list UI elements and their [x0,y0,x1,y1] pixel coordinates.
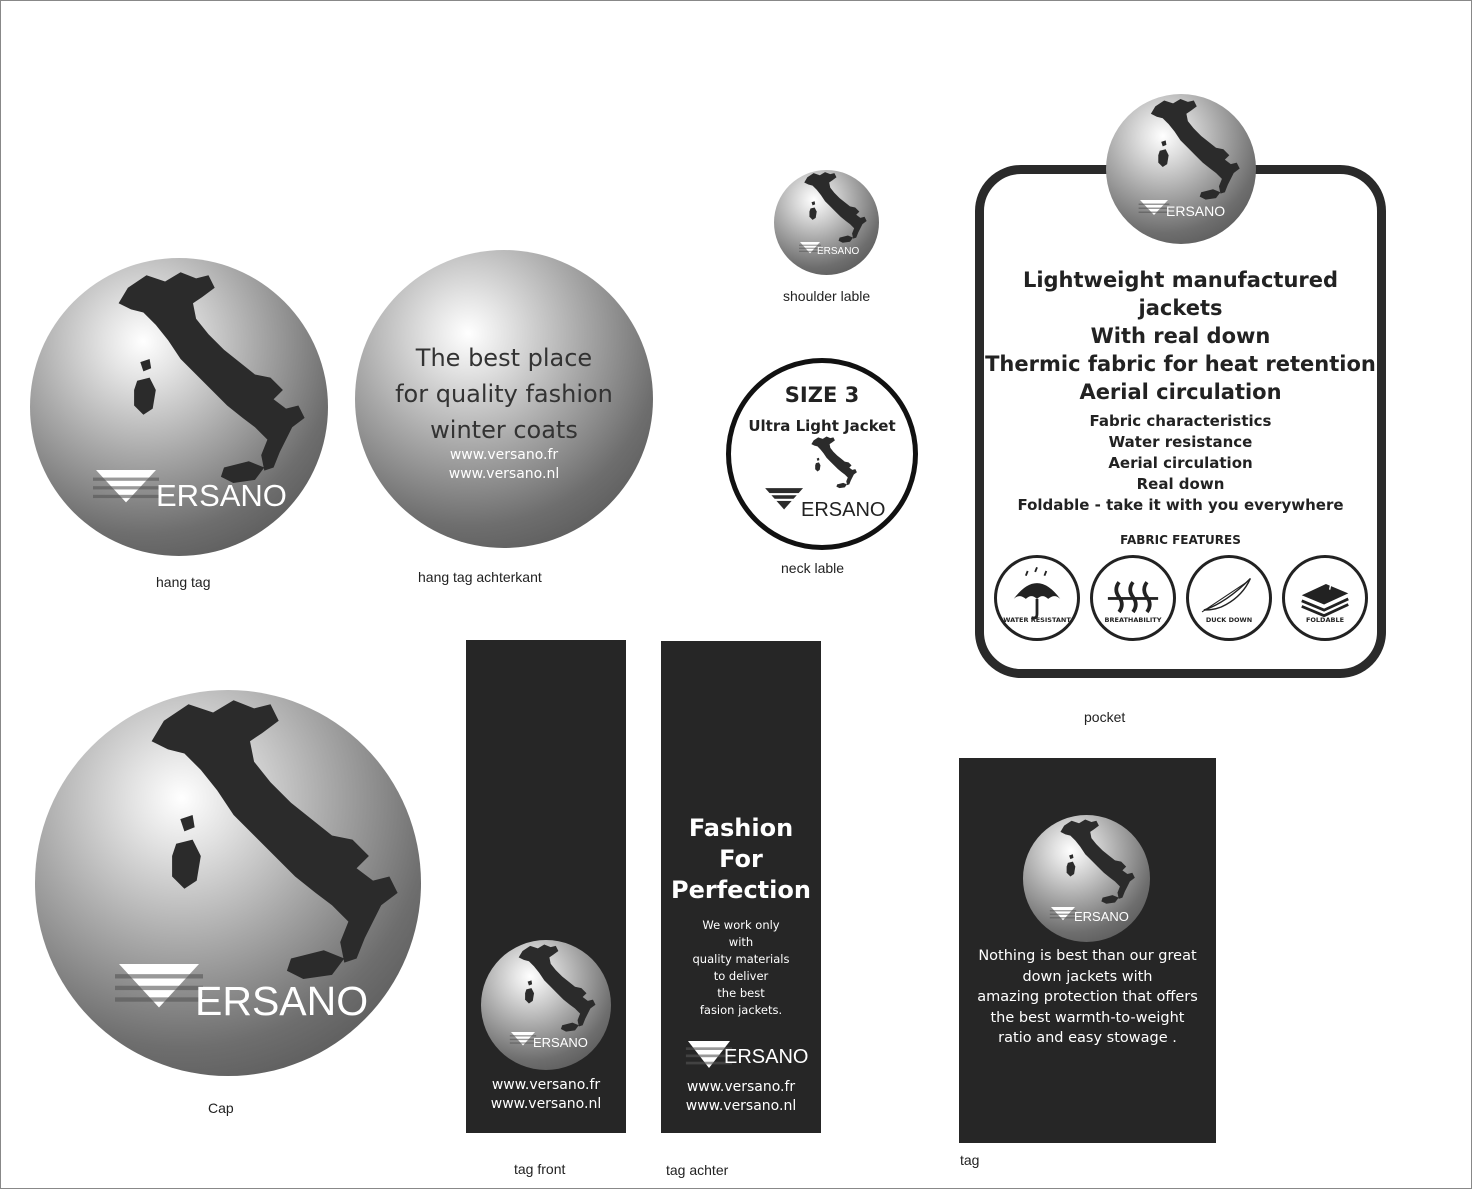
characteristic-2: Aerial circulation [1108,454,1253,472]
tag-text-4: the best warmth-to-weight [990,1009,1185,1026]
tag-front-panel [466,640,626,1133]
tag-back-panel [661,641,821,1133]
url-fr: www.versano.fr [686,1079,796,1095]
tag-text-5: ratio and easy stowage . [998,1030,1177,1046]
brand-wordmark: ERSANO [724,1046,809,1068]
tag-body-4: to deliver [713,969,769,983]
feature-badge-breathability [1090,555,1176,641]
feature-label: BREATHABILITY [1104,616,1162,624]
caption-tag: tag [960,1152,980,1168]
url-fr: www.versano.fr [491,1077,601,1093]
italy-map-icon [774,170,879,275]
caption-cap: Cap [208,1100,234,1116]
brand-wordmark: ERSANO [533,1035,588,1050]
tag-title-2: For [719,845,763,873]
feature-badge-duck-down [1186,555,1272,641]
tag-text-2: down jackets with [1022,968,1153,985]
characteristics-title: Fabric characteristics [1089,412,1272,430]
breathability-icon [1093,558,1173,638]
pocket-headline-2: With real down [1090,324,1271,348]
italy-map-icon [481,940,611,1070]
pocket-logo-sphere [1106,94,1256,244]
tag-title-3: Perfection [671,876,811,904]
caption-tag-back: tag achter [666,1162,729,1178]
brand-wordmark: ERSANO [1166,203,1226,219]
feature-badge-foldable [1282,555,1368,641]
tag-body-3: quality materials [692,952,790,966]
tag-text-1: Nothing is best than our great [978,948,1197,964]
brand-wordmark: ERSANO [801,499,886,521]
url-nl: www.versano.nl [685,1098,797,1114]
caption-neck: neck lable [781,560,845,576]
tag-panel [959,758,1216,1143]
shoulder-label-sphere [774,170,879,275]
pocket-headline-1: Lightweight manufactured jackets [1022,268,1339,320]
hang-tag-sphere [30,258,328,556]
tag-body-5: the best [717,986,765,1000]
brand-wordmark: ERSANO [817,246,860,257]
feature-label: DUCK DOWN [1205,616,1253,624]
tag-title-1: Fashion [688,814,794,842]
hang-tag-back-sphere [355,250,653,548]
tag-text-3: amazing protection that offers [977,989,1198,1005]
tag-front-sphere [481,940,611,1070]
tag-body-2: with [728,935,754,949]
tag-body-6: fasion jackets. [699,1003,783,1017]
characteristic-4: Foldable - take it with you everywhere [1017,496,1344,514]
pocket-headline-3: Thermic fabric for heat retention [985,352,1376,376]
neck-label [726,358,918,550]
url-nl: www.versano.nl [448,466,560,482]
neck-subtitle: Ultra Light Jacket [748,417,896,435]
features-title: FABRIC FEATURES [1120,533,1241,547]
folded-layers-icon [1285,558,1365,638]
url-fr: www.versano.fr [449,447,559,463]
caption-pocket: pocket [1084,709,1126,725]
feature-label: WATER RESISTANT [1003,616,1071,624]
pocket-headline-4: Aerial circulation [1079,380,1282,404]
brand-wordmark: ERSANO [156,478,287,513]
url-nl: www.versano.nl [490,1096,602,1112]
brand-wordmark: ERSANO [1074,909,1129,924]
slogan-line-2: for quality fashion [395,380,613,408]
caption-shoulder: shoulder lable [783,288,871,304]
caption-hang-tag: hang tag [156,574,211,590]
caption-tag-front: tag front [514,1161,566,1177]
italy-map-icon [1106,94,1256,244]
characteristic-1: Water resistance [1108,433,1253,451]
feature-badge-water-resistant [994,555,1080,641]
slogan-line-3: winter coats [430,416,578,444]
feature-label: FOLDABLE [1305,616,1345,624]
brand-wordmark: ERSANO [195,978,369,1024]
tag-sphere [1023,815,1150,942]
characteristic-3: Real down [1136,475,1225,493]
feather-icon [1189,558,1269,638]
caption-hang-tag-back: hang tag achterkant [418,569,542,585]
cap-sphere [35,690,421,1076]
umbrella-icon [997,558,1077,638]
tag-body-1: We work only [702,918,780,932]
slogan-line-1: The best place [415,344,593,372]
size-label: SIZE 3 [784,383,860,407]
